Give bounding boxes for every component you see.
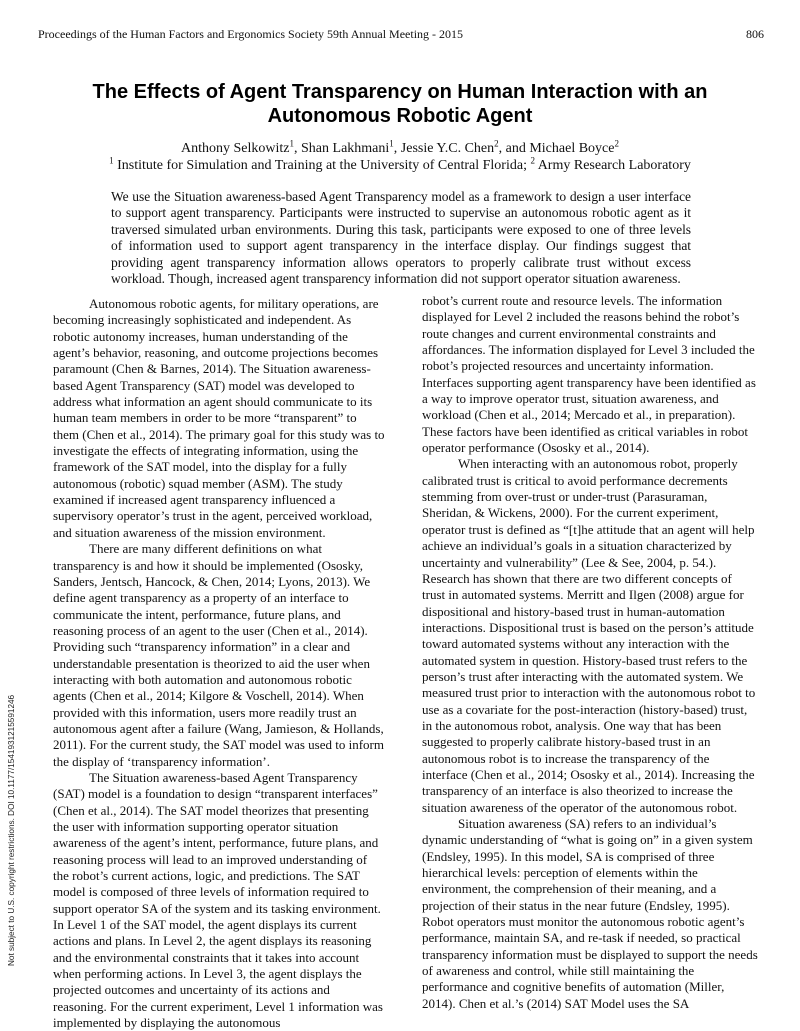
copyright-margin-note: Not subject to U.S. copyright restrictions. DOI 10.1177/1541931215591246 bbox=[7, 694, 16, 966]
body-paragraph: The Situation awareness-based Agent Transparency (SAT) model is a foundation to design “transparent interfaces” (Chen et al., 2014). The SAT model theorizes that presenting the user with information supporting operator situation awareness of the agent’s intent, performance, future plans, and reasoning process will lead to an improved understanding of the robot’s current actions, logic, and predictions. The SAT model is composed of three levels of information required to support operator SA of the system and its tasking environment. In Level 1 of the SAT model, the agent displays its current actions and plans. In Level 2, the agent displays its reasoning and the environmental constraints that it takes into account when performing actions. In Level 3, the agent displays the projected outcomes and uncertainty of its actions and reasoning. For the current experiment, Level 1 information was implemented by displaying the autonomous bbox=[53, 769, 383, 1031]
author-name: Shan Lakhmani bbox=[301, 141, 390, 156]
body-paragraph: robot’s current route and resource levels. The information displayed for Level 2 included the reasons behind the robot’s route changes and current environmental constraints and affordances. The information displayed for Level 3 included the robot’s projected resources and uncertainty information. Interfaces supporting agent transparency have been identified as a way to improve operator trust, situation awareness, and workload (Chen et al., 2014; Mercado et al., in preparation). These factors have been identified as critical variables in robot operator performance (Ososky et al., 2014). bbox=[422, 293, 756, 456]
author-affil-mark: 2 bbox=[614, 138, 619, 149]
abstract: We use the Situation awareness-based Agent Transparency model as a framework to design a user interface to support agent transparency. Participants were instructed to supervise an autonomous robotic agent as it traversed simulated urban environments. During this task, participants were exposed to one of three levels of information used to support agent transparency in the interface display. Our findings suggest that providing agent transparency information allows operators to properly calibrate trust without excess workload. Though, increased agent transparency information did not support operator situation awareness. bbox=[111, 189, 691, 287]
affil-mark: 2 bbox=[530, 155, 535, 166]
affiliation-1: Institute for Simulation and Training at the University of Central Florida; bbox=[113, 158, 531, 173]
left-column bbox=[53, 296, 385, 1031]
body-paragraph: There are many different definitions on what transparency is and how it should be implemented (Ososky, Sanders, Jentsch, Hancock, & Chen, 2014; Lyons, 2013). We define agent transparency as a property of an interface to communicate the intent, performance, future plans, and reasoning process of an agent to the user (Chen et al., 2014). Providing such “transparency information” in a clear and understandable presentation is theorized to aid the user when interacting with both automation and autonomous robotic agents (Chen et al., 2014; Kilgore & Voschell, 2014). When provided with this information, users more readily trust an autonomous agent after a failure (Wang, Jamieson, & Hollands, 2011). For the current study, the SAT model was used to inform the display of ‘transparency information’. bbox=[53, 541, 384, 769]
paper-title: The Effects of Agent Transparency on Human Interaction with an Autonomous Robotic Agent bbox=[92, 81, 708, 127]
body-paragraph: When interacting with an autonomous robot, properly calibrated trust is critical to avoid performance decrements stemming from over-trust or under-trust (Parasuraman, Sheridan, & Wickens, 2000). For the current experiment, operator trust is defined as “[t]he attitude that an agent will help achieve an individual’s goals in a situation characterized by uncertainty and vulnerability” (Lee & See, 2004, p. 54.). Research has shown that there are two different concepts of trust in automated systems. Merritt and Ilgen (2008) argue for dispositional and history-based trust in human-automation interactions. Dispositional trust is based on the person’s attitude toward automated systems without any interaction with the automated system in question. History-based trust refers to the person’s trust after interacting with the automated system. We measured trust prior to interaction with the autonomous robot to use as a covariate for the post-interaction (history-based) trust, in the autonomous robot, analysis. One way that has been suggested to properly calibrate history-based trust in an autonomous robot is to increase the transparency of the interface (Chen et al., 2014; Ososky et al., 2014). Increasing the transparency of an interface is also theorized to increase the situation awareness of the operator of the autonomous robot. bbox=[422, 456, 756, 815]
author-affil-mark: 2 bbox=[494, 138, 499, 149]
author-affil-mark: 1 bbox=[389, 138, 394, 149]
right-column bbox=[422, 293, 758, 1012]
author-list bbox=[40, 140, 760, 158]
author-separator: , bbox=[393, 141, 401, 156]
affiliations bbox=[40, 157, 760, 175]
affil-mark: 1 bbox=[109, 155, 114, 166]
journal-name: Proceedings of the Human Factors and Ergonomics Society 59th Annual Meeting - 2015 bbox=[38, 27, 464, 41]
author-affil-mark: 1 bbox=[289, 138, 295, 149]
body-paragraph: Autonomous robotic agents, for military operations, are becoming increasingly sophisticated and independent. As robotic autonomy increases, human understanding of the agent’s behavior, reasoning, and outcome projections becomes paramount (Chen & Barnes, 2014). The Situation awareness-based Agent Transparency (SAT) model was developed to address what information an agent should communicate to its human team members in order to be more “transparent” to them (Chen et al., 2014). The primary goal for this study was to investigate the effects of integrating information, using the framework of the SAT model, into the display for a fully autonomous (robotic) squad member (ASM). The study examined if increased agent transparency influenced a supervisory operator’s trust in the agent, perceived workload, and situation awareness of the mission environment. bbox=[53, 296, 385, 540]
body-paragraph: Situation awareness (SA) refers to an individual’s dynamic understanding of “what is going on” in a given system (Endsley, 1995). In this model, SA is comprised of three hierarchical levels: perception of elements within the environment, the comprehension of their meaning, and a projection of their status in the near future (Endsley, 1995). Robot operators must monitor the autonomous robotic agent’s performance, maintain SA, and re-task if needed, so practical transparency information must be displayed to support the needs of awareness and control, while still maintaining the performance and cognitive benefits of automation (Miller, 2014). Chen et al.’s (2014) SAT Model uses the SA bbox=[422, 816, 758, 1011]
author-separator: , bbox=[294, 141, 302, 156]
author-name: Anthony Selkowitz bbox=[181, 141, 290, 156]
author-name: Jessie Y.C. Chen bbox=[400, 141, 495, 156]
running-header bbox=[38, 27, 764, 41]
author-name: Michael Boyce bbox=[529, 141, 615, 156]
page-number: 806 bbox=[746, 27, 764, 41]
author-separator: , and bbox=[498, 141, 530, 156]
affiliation-2: Army Research Laboratory bbox=[534, 158, 691, 173]
